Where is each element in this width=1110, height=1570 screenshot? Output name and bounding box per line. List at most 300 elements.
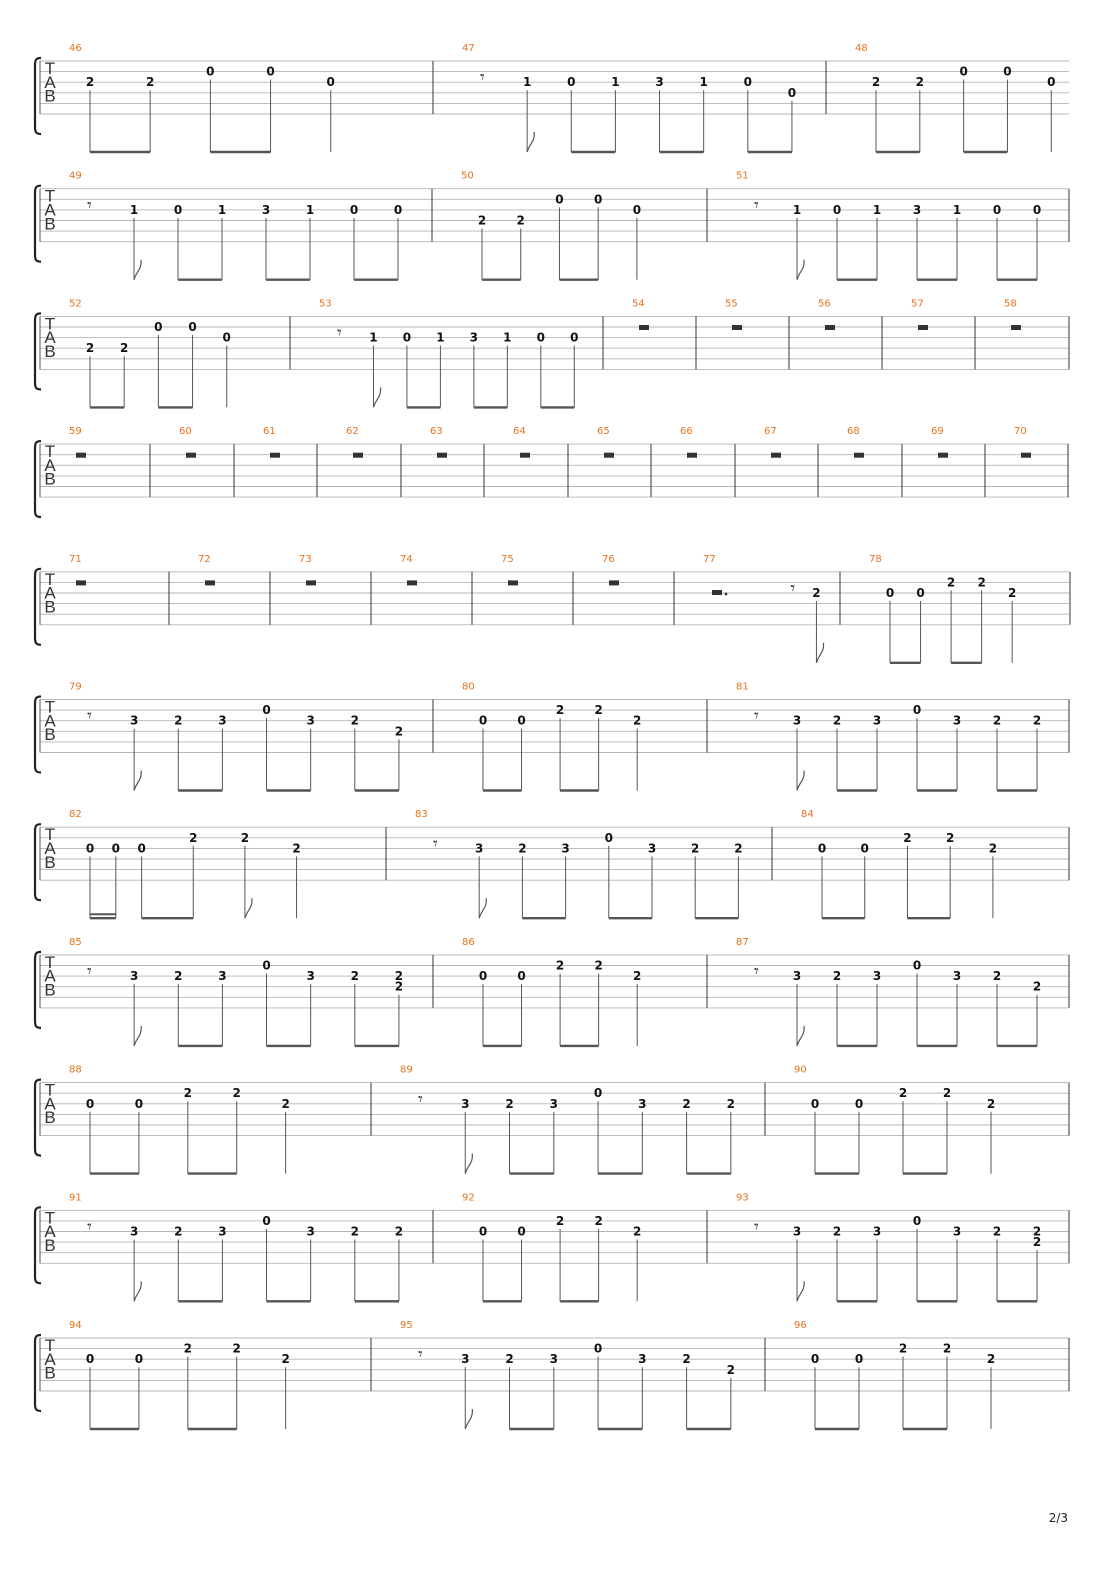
tab-clef-letter: A <box>44 1094 56 1114</box>
fret-number: 2 <box>1032 713 1042 728</box>
measure-number: 93 <box>736 1192 749 1204</box>
whole-rest <box>609 580 619 585</box>
fret-number: 0 <box>555 192 564 207</box>
measure-number: 92 <box>462 1192 475 1204</box>
fret-number: 3 <box>461 1096 470 1111</box>
fret-number: 0 <box>570 330 579 345</box>
measure-number: 66 <box>680 426 693 438</box>
fret-number: 3 <box>952 969 962 984</box>
fret-number: 3 <box>792 713 802 728</box>
fret-number: 2 <box>633 713 642 728</box>
tab-clef-letter: A <box>44 328 56 348</box>
measure-number: 73 <box>299 553 312 565</box>
fret-number: 1 <box>503 330 512 345</box>
fret-number: 3 <box>647 841 657 856</box>
fret-number: 0 <box>393 202 403 217</box>
fret-number: 0 <box>912 703 922 718</box>
eighth-flag <box>465 1409 472 1429</box>
fret-number: 2 <box>174 713 183 728</box>
fret-number: 0 <box>912 958 922 973</box>
tab-clef-letter: B <box>44 86 56 106</box>
fret-number: 0 <box>85 841 95 856</box>
fret-number: 0 <box>854 1096 864 1111</box>
fret-number: 0 <box>478 713 488 728</box>
measure-number: 53 <box>319 298 332 310</box>
fret-number: 2 <box>903 830 912 845</box>
measure-number: 87 <box>736 936 749 948</box>
tab-clef-letter: A <box>44 583 56 603</box>
fret-number: 3 <box>218 713 227 728</box>
fret-number: 0 <box>593 1086 603 1101</box>
fret-number: 2 <box>505 1096 514 1111</box>
fret-number: 0 <box>206 64 215 79</box>
measure-number: 55 <box>725 298 738 310</box>
fret-number: 2 <box>555 1213 565 1228</box>
tab-clef-letter: B <box>44 1363 56 1383</box>
measure-number: 71 <box>69 553 82 565</box>
fret-number: 2 <box>986 1352 996 1367</box>
fret-number: 3 <box>129 969 139 984</box>
fret-number: 3 <box>912 202 922 217</box>
tab-clef-letter: A <box>44 200 56 220</box>
fret-number: 0 <box>402 330 412 345</box>
tab-clef-letter: A <box>44 72 56 92</box>
fret-number: 0 <box>517 1224 526 1239</box>
fret-number: 0 <box>134 1096 144 1111</box>
fret-number: 3 <box>549 1352 558 1367</box>
fret-number: 0 <box>854 1352 864 1367</box>
fret-number: 3 <box>218 969 227 984</box>
fret-number: 2 <box>1032 1224 1042 1239</box>
whole-rest <box>1021 453 1031 458</box>
fret-number: 2 <box>350 969 359 984</box>
fret-number: 2 <box>240 830 250 845</box>
fret-number: 2 <box>594 1213 603 1228</box>
tab-clef-letter: A <box>44 1349 56 1369</box>
fret-number: 1 <box>792 202 802 217</box>
fret-number: 2 <box>915 75 924 90</box>
measure-number: 67 <box>764 426 777 438</box>
tab-clef-letter: B <box>44 725 56 745</box>
measure-number: 50 <box>461 170 474 182</box>
fret-number: 0 <box>632 202 642 217</box>
measure-number: 68 <box>847 426 860 438</box>
fret-number: 0 <box>1003 64 1012 79</box>
fret-number: 2 <box>946 830 955 845</box>
fret-number: 3 <box>129 1224 139 1239</box>
fret-number: 3 <box>549 1096 558 1111</box>
measure-number: 75 <box>501 553 514 565</box>
fret-number: 0 <box>1047 75 1056 90</box>
fret-number: 2 <box>394 724 404 739</box>
whole-rest <box>205 580 215 585</box>
fret-number: 2 <box>516 213 525 228</box>
fret-number: 0 <box>478 969 488 984</box>
fret-number: 2 <box>942 1341 952 1356</box>
measure-number: 60 <box>179 426 192 438</box>
fret-number: 2 <box>85 75 95 90</box>
eighth-flag <box>479 898 486 918</box>
fret-number: 2 <box>946 575 956 590</box>
measure-number: 72 <box>198 553 211 565</box>
eighth-flag <box>797 1281 804 1301</box>
fret-number: 0 <box>810 1352 820 1367</box>
fret-number: 2 <box>734 841 743 856</box>
fret-number: 2 <box>292 841 301 856</box>
eighth-rest: 𝄾 <box>87 1216 92 1238</box>
fret-number: 0 <box>594 192 603 207</box>
measure-number: 49 <box>69 170 82 182</box>
measure-number: 64 <box>513 426 526 438</box>
fret-number: 2 <box>174 969 183 984</box>
fret-number: 2 <box>1008 586 1017 600</box>
fret-number: 2 <box>988 841 998 856</box>
tab-clef-letter: B <box>44 469 56 489</box>
eighth-flag <box>134 1026 141 1046</box>
eighth-rest: 𝄾 <box>87 705 92 727</box>
tab-clef-letter: B <box>44 852 56 872</box>
fret-number: 2 <box>977 575 986 590</box>
fret-number: 3 <box>306 713 315 728</box>
measure-number: 54 <box>632 298 645 310</box>
tab-clef-letter: A <box>44 839 56 858</box>
whole-rest <box>437 453 447 458</box>
measure-number: 47 <box>462 43 475 54</box>
fret-number: 3 <box>261 202 271 217</box>
whole-rest <box>771 453 781 458</box>
fret-number: 2 <box>1032 1235 1042 1250</box>
fret-number: 3 <box>872 713 882 728</box>
fret-number: 3 <box>872 1224 882 1239</box>
eighth-flag <box>134 771 141 791</box>
fret-number: 2 <box>992 969 1002 984</box>
measure-number: 70 <box>1014 426 1027 438</box>
eighth-rest: 𝄾 <box>480 67 485 89</box>
whole-rest <box>306 580 316 585</box>
tab-clef-letter: B <box>44 214 56 234</box>
tab-clef-letter: T <box>44 1208 56 1228</box>
eighth-flag <box>816 643 823 663</box>
fret-number: 1 <box>872 202 882 217</box>
whole-rest <box>76 453 86 458</box>
fret-number: 2 <box>189 830 198 845</box>
fret-number: 1 <box>699 75 708 90</box>
fret-number: 2 <box>477 213 487 228</box>
fret-number: 0 <box>173 202 183 217</box>
fret-number: 3 <box>475 841 484 856</box>
measure-number: 86 <box>462 936 475 948</box>
fret-number: 0 <box>222 330 231 345</box>
measure-number: 46 <box>69 43 82 54</box>
fret-number: 2 <box>232 1086 241 1101</box>
fret-number: 0 <box>111 841 120 856</box>
fret-number: 0 <box>137 841 146 856</box>
fret-number: 2 <box>394 979 404 994</box>
fret-number: 0 <box>349 202 359 217</box>
eighth-flag <box>797 1026 804 1046</box>
tab-clef-letter: T <box>44 186 56 206</box>
fret-number: 3 <box>129 713 139 728</box>
fret-number: 2 <box>350 713 359 728</box>
fret-number: 2 <box>871 75 881 90</box>
fret-number: 2 <box>518 841 527 856</box>
whole-rest <box>270 453 280 458</box>
measure-number: 51 <box>736 170 749 182</box>
fret-number: 3 <box>792 969 802 984</box>
tab-clef-letter: A <box>44 1222 56 1242</box>
tab-clef-letter: B <box>44 980 56 1000</box>
fret-number: 2 <box>183 1341 192 1356</box>
fret-number: 3 <box>655 75 664 90</box>
fret-number: 2 <box>992 713 1002 728</box>
fret-number: 2 <box>555 958 565 973</box>
measure-number: 80 <box>462 681 475 693</box>
fret-number: 1 <box>436 330 445 345</box>
fret-number: 2 <box>898 1341 908 1356</box>
tab-clef-letter: T <box>44 1080 56 1100</box>
measure-number: 91 <box>69 1192 82 1204</box>
fret-number: 2 <box>281 1096 290 1111</box>
fret-number: 2 <box>1032 979 1042 994</box>
measure-number: 58 <box>1004 298 1017 310</box>
fret-number: 0 <box>817 841 827 856</box>
tab-clef-letter: T <box>44 697 56 717</box>
fret-number: 2 <box>682 1352 691 1367</box>
whole-rest <box>732 325 742 330</box>
fret-number: 3 <box>306 969 315 984</box>
fret-number: 0 <box>85 1352 95 1367</box>
fret-number: 0 <box>536 330 545 345</box>
measure-number: 94 <box>69 1320 82 1331</box>
measure-number: 77 <box>703 553 716 565</box>
measure-number: 76 <box>602 553 615 565</box>
measure-number: 63 <box>430 426 443 438</box>
fret-number: 0 <box>517 713 526 728</box>
fret-number: 2 <box>992 1224 1002 1239</box>
eighth-flag <box>527 132 534 152</box>
fret-number: 2 <box>726 1362 736 1377</box>
tab-clef-letter: B <box>44 342 56 361</box>
measure-number: 61 <box>263 426 276 438</box>
fret-number: 3 <box>218 1224 227 1239</box>
eighth-rest: 𝄾 <box>754 194 759 216</box>
measure-number: 56 <box>818 298 831 310</box>
fret-number: 2 <box>183 1086 192 1101</box>
tab-clef-letter: B <box>44 1235 56 1255</box>
fret-number: 0 <box>832 202 842 217</box>
whole-rest <box>604 453 614 458</box>
tab-clef-letter: B <box>44 1108 56 1128</box>
eighth-rest: 𝄾 <box>418 1344 423 1366</box>
measure-number: 81 <box>736 681 749 693</box>
whole-rest <box>520 453 530 458</box>
measure-number: 69 <box>931 426 944 438</box>
fret-number: 2 <box>232 1341 241 1356</box>
measure-number: 84 <box>801 809 814 821</box>
fret-number: 0 <box>593 1341 603 1356</box>
fret-number: 1 <box>369 330 378 345</box>
tab-clef-letter: T <box>44 569 56 589</box>
fret-number: 2 <box>281 1352 290 1367</box>
tab-clef-letter: B <box>44 597 56 617</box>
whole-rest <box>687 453 697 458</box>
fret-number: 3 <box>638 1096 647 1111</box>
fret-number: 2 <box>691 841 700 856</box>
whole-rest <box>938 453 948 458</box>
tab-clef-letter: T <box>44 952 56 972</box>
fret-number: 0 <box>262 958 271 973</box>
measure-number: 88 <box>69 1064 82 1076</box>
measure-number: 78 <box>869 553 882 565</box>
fret-number: 2 <box>726 1096 736 1111</box>
fret-number: 3 <box>952 1224 962 1239</box>
measure-number: 59 <box>69 426 82 438</box>
measure-number: 62 <box>346 426 359 438</box>
fret-number: 3 <box>638 1352 647 1367</box>
fret-number: 2 <box>555 703 565 718</box>
measure-number: 85 <box>69 936 82 948</box>
measure-number: 83 <box>415 809 428 821</box>
measure-number: 96 <box>794 1320 807 1331</box>
eighth-rest: 𝄾 <box>87 194 92 216</box>
fret-number: 0 <box>787 85 797 100</box>
fret-number: 0 <box>266 64 275 79</box>
eighth-flag <box>465 1154 472 1174</box>
eighth-flag <box>797 260 804 280</box>
whole-rest <box>353 453 363 458</box>
eighth-rest: 𝄾 <box>418 1088 423 1110</box>
whole-rest <box>76 580 86 585</box>
fret-number: 0 <box>326 75 335 90</box>
whole-rest <box>508 580 518 585</box>
fret-number: 2 <box>394 1224 404 1239</box>
measure-number: 90 <box>794 1064 807 1076</box>
fret-number: 0 <box>567 75 576 90</box>
fret-number: 0 <box>134 1352 144 1367</box>
fret-number: 2 <box>682 1096 691 1111</box>
measure-number: 89 <box>400 1064 413 1076</box>
eighth-flag <box>797 771 804 791</box>
fret-number: 1 <box>217 202 227 217</box>
fret-number: 0 <box>885 586 895 600</box>
eighth-flag <box>245 898 252 918</box>
fret-number: 2 <box>898 1086 908 1101</box>
fret-number: 0 <box>262 1213 271 1228</box>
measure-number: 48 <box>855 43 868 54</box>
fret-number: 1 <box>305 202 315 217</box>
fret-number: 3 <box>306 1224 315 1239</box>
fret-number: 2 <box>986 1096 996 1111</box>
fret-number: 0 <box>478 1224 488 1239</box>
fret-number: 2 <box>594 958 603 973</box>
measure-number: 74 <box>400 553 413 565</box>
fret-number: 1 <box>129 202 139 217</box>
fret-number: 0 <box>810 1096 820 1111</box>
fret-number: 1 <box>611 75 620 90</box>
measure-number: 79 <box>69 681 82 693</box>
fret-number: 2 <box>505 1352 514 1367</box>
tab-clef-letter: A <box>44 711 56 731</box>
fret-number: 2 <box>832 1224 842 1239</box>
eighth-rest: 𝄾 <box>87 961 92 983</box>
fret-number: 0 <box>860 841 869 856</box>
eighth-flag <box>134 1281 141 1301</box>
whole-rest <box>918 325 928 330</box>
tab-clef-letter: T <box>44 59 56 78</box>
eighth-flag <box>134 260 141 280</box>
page-number: 2/3 <box>1048 1511 1068 1525</box>
measure-number: 57 <box>911 298 924 310</box>
measure-number: 65 <box>597 426 610 438</box>
fret-number: 0 <box>1032 202 1042 217</box>
fret-number: 0 <box>517 969 526 984</box>
whole-rest <box>854 453 864 458</box>
eighth-flag <box>373 387 380 407</box>
fret-number: 3 <box>872 969 882 984</box>
fret-number: 1 <box>952 202 962 217</box>
whole-rest <box>825 325 835 330</box>
fret-number: 0 <box>154 320 163 334</box>
fret-number: 0 <box>604 830 613 845</box>
fret-number: 1 <box>522 75 532 90</box>
fret-number: 0 <box>959 64 968 79</box>
fret-number: 2 <box>350 1224 359 1239</box>
eighth-rest: 𝄾 <box>337 322 342 344</box>
fret-number: 2 <box>120 341 129 356</box>
tab-clef-letter: A <box>44 966 56 986</box>
measure-number: 82 <box>69 809 82 821</box>
fret-number: 3 <box>952 713 962 728</box>
tab-clef-letter: A <box>44 455 56 475</box>
fret-number: 0 <box>85 1096 95 1111</box>
half-rest <box>712 590 722 595</box>
whole-rest <box>186 453 196 458</box>
fret-number: 3 <box>561 841 570 856</box>
fret-number: 0 <box>992 202 1002 217</box>
tab-clef-letter: T <box>44 314 56 334</box>
fret-number: 2 <box>942 1086 952 1101</box>
fret-number: 2 <box>146 75 155 90</box>
fret-number: 0 <box>262 703 271 718</box>
fret-number: 2 <box>633 969 642 984</box>
fret-number: 0 <box>188 320 197 334</box>
tab-clef-letter: T <box>44 1336 56 1355</box>
fret-number: 0 <box>916 586 925 600</box>
fret-number: 3 <box>469 330 479 345</box>
whole-rest <box>1011 325 1021 330</box>
rest-dot <box>725 593 728 596</box>
fret-number: 2 <box>832 713 842 728</box>
fret-number: 2 <box>633 1224 642 1239</box>
fret-number: 2 <box>594 703 603 718</box>
tab-clef-letter: T <box>44 442 56 462</box>
measure-number: 52 <box>69 298 82 310</box>
fret-number: 0 <box>912 1213 922 1228</box>
fret-number: 2 <box>832 969 842 984</box>
fret-number: 2 <box>812 586 821 600</box>
fret-number: 2 <box>394 969 404 984</box>
measure-number: 95 <box>400 1320 413 1331</box>
eighth-rest: 𝄾 <box>754 1216 759 1238</box>
eighth-rest: 𝄾 <box>754 705 759 727</box>
whole-rest <box>407 580 417 585</box>
eighth-rest: 𝄾 <box>754 961 759 983</box>
fret-number: 2 <box>85 341 95 356</box>
fret-number: 0 <box>743 75 752 90</box>
eighth-rest: 𝄾 <box>433 833 438 855</box>
tab-clef-letter: T <box>44 825 56 845</box>
eighth-rest: 𝄾 <box>790 578 796 599</box>
